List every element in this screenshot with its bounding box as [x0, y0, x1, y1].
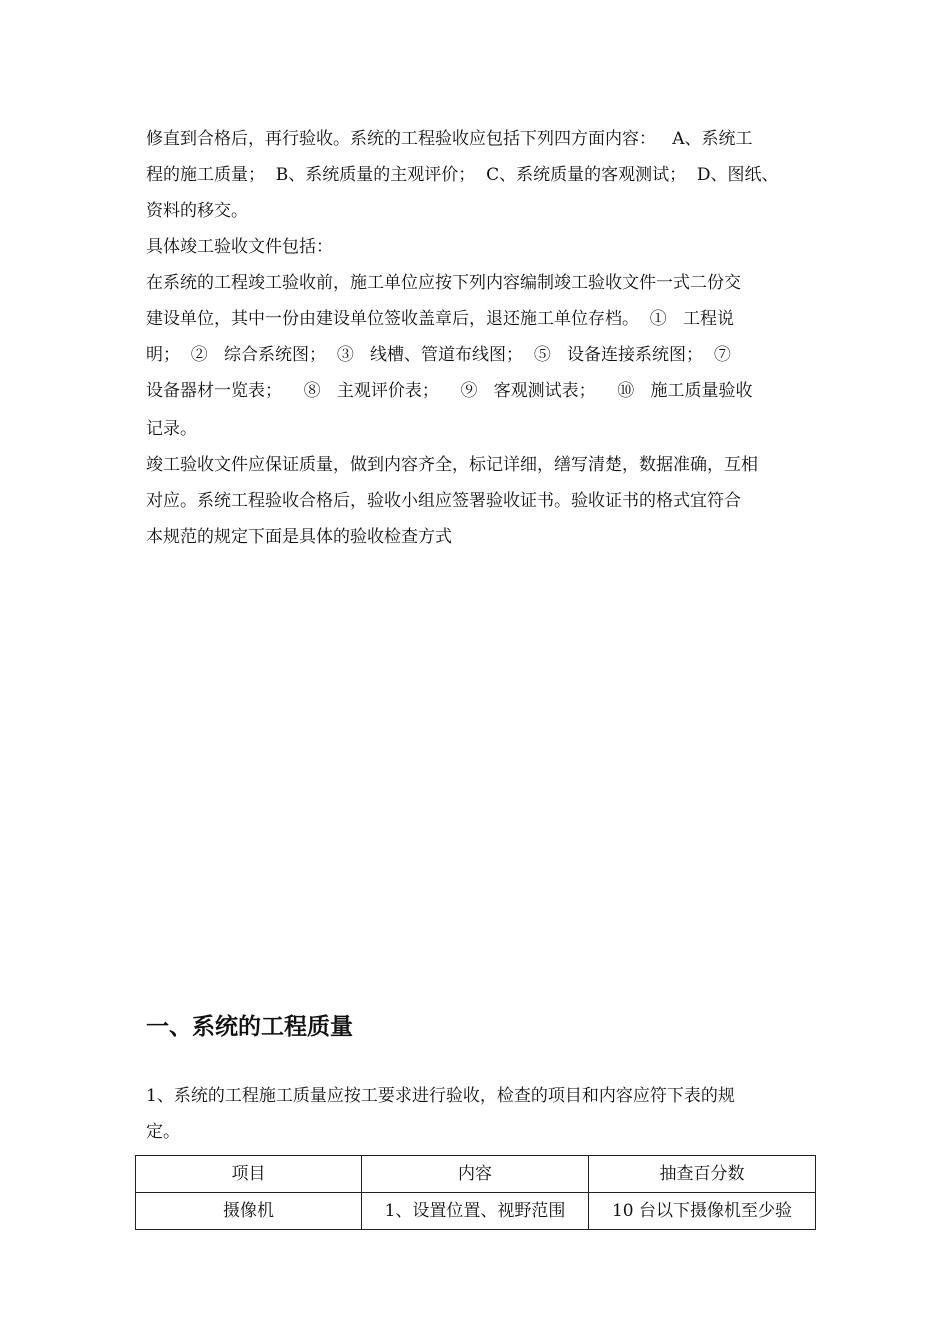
inspection-table: [135, 1155, 816, 1230]
body-line-11: 对应。系统工程验收合格后，验收小组应签署验收证书。验收证书的格式宜符合: [146, 491, 741, 511]
body-line-9: 记录。: [146, 419, 197, 439]
section-paragraph-line-2: 定。: [146, 1122, 180, 1142]
body-line-6: 建设单位，其中一份由建设单位签收盖章后，退还施工单位存档。 ① 工程说: [146, 309, 735, 329]
body-line-5: 在系统的工程竣工验收前，施工单位应按下列内容编制竣工验收文件一式二份交: [146, 273, 741, 293]
body-line-7: 明； ② 综合系统图； ③ 线槽、管道布线图； ⑤ 设备连接系统图； ⑦: [146, 345, 731, 365]
table-header-cell: 内容: [362, 1156, 589, 1193]
body-line-3: 资料的移交。: [146, 201, 248, 221]
body-line-8: 设备器材一览表； ⑧ 主观评价表； ⑨ 客观测试表； ⑩ 施工质量验收: [146, 381, 753, 401]
body-line-1: 修直到合格后，再行验收。系统的工程验收应包括下列四方面内容： A、系统工: [146, 129, 753, 149]
body-line-10: 竣工验收文件应保证质量，做到内容齐全，标记详细，缮写清楚，数据准确，互相: [146, 455, 758, 475]
body-line-4: 具体竣工验收文件包括：: [146, 237, 333, 257]
body-line-2: 程的施工质量； B、系统质量的主观评价； C、系统质量的客观测试； D、图纸、: [146, 165, 779, 185]
table-cell: 1、设置位置、视野范围: [362, 1193, 589, 1230]
table-cell: 10 台以下摄像机至少验: [589, 1193, 816, 1230]
table-header-cell: 抽查百分数: [589, 1156, 816, 1193]
table-header-cell: 项目: [136, 1156, 362, 1193]
table-row: [136, 1193, 816, 1230]
table-header-row: [136, 1156, 816, 1193]
table-cell: 摄像机: [136, 1193, 362, 1230]
section-paragraph-line-1: 1、系统的工程施工质量应按工要求进行验收，检查的项目和内容应符下表的规: [146, 1086, 735, 1106]
body-line-12: 本规范的规定下面是具体的验收检查方式: [146, 527, 452, 547]
section-heading: 一、系统的工程质量: [146, 1014, 353, 1040]
